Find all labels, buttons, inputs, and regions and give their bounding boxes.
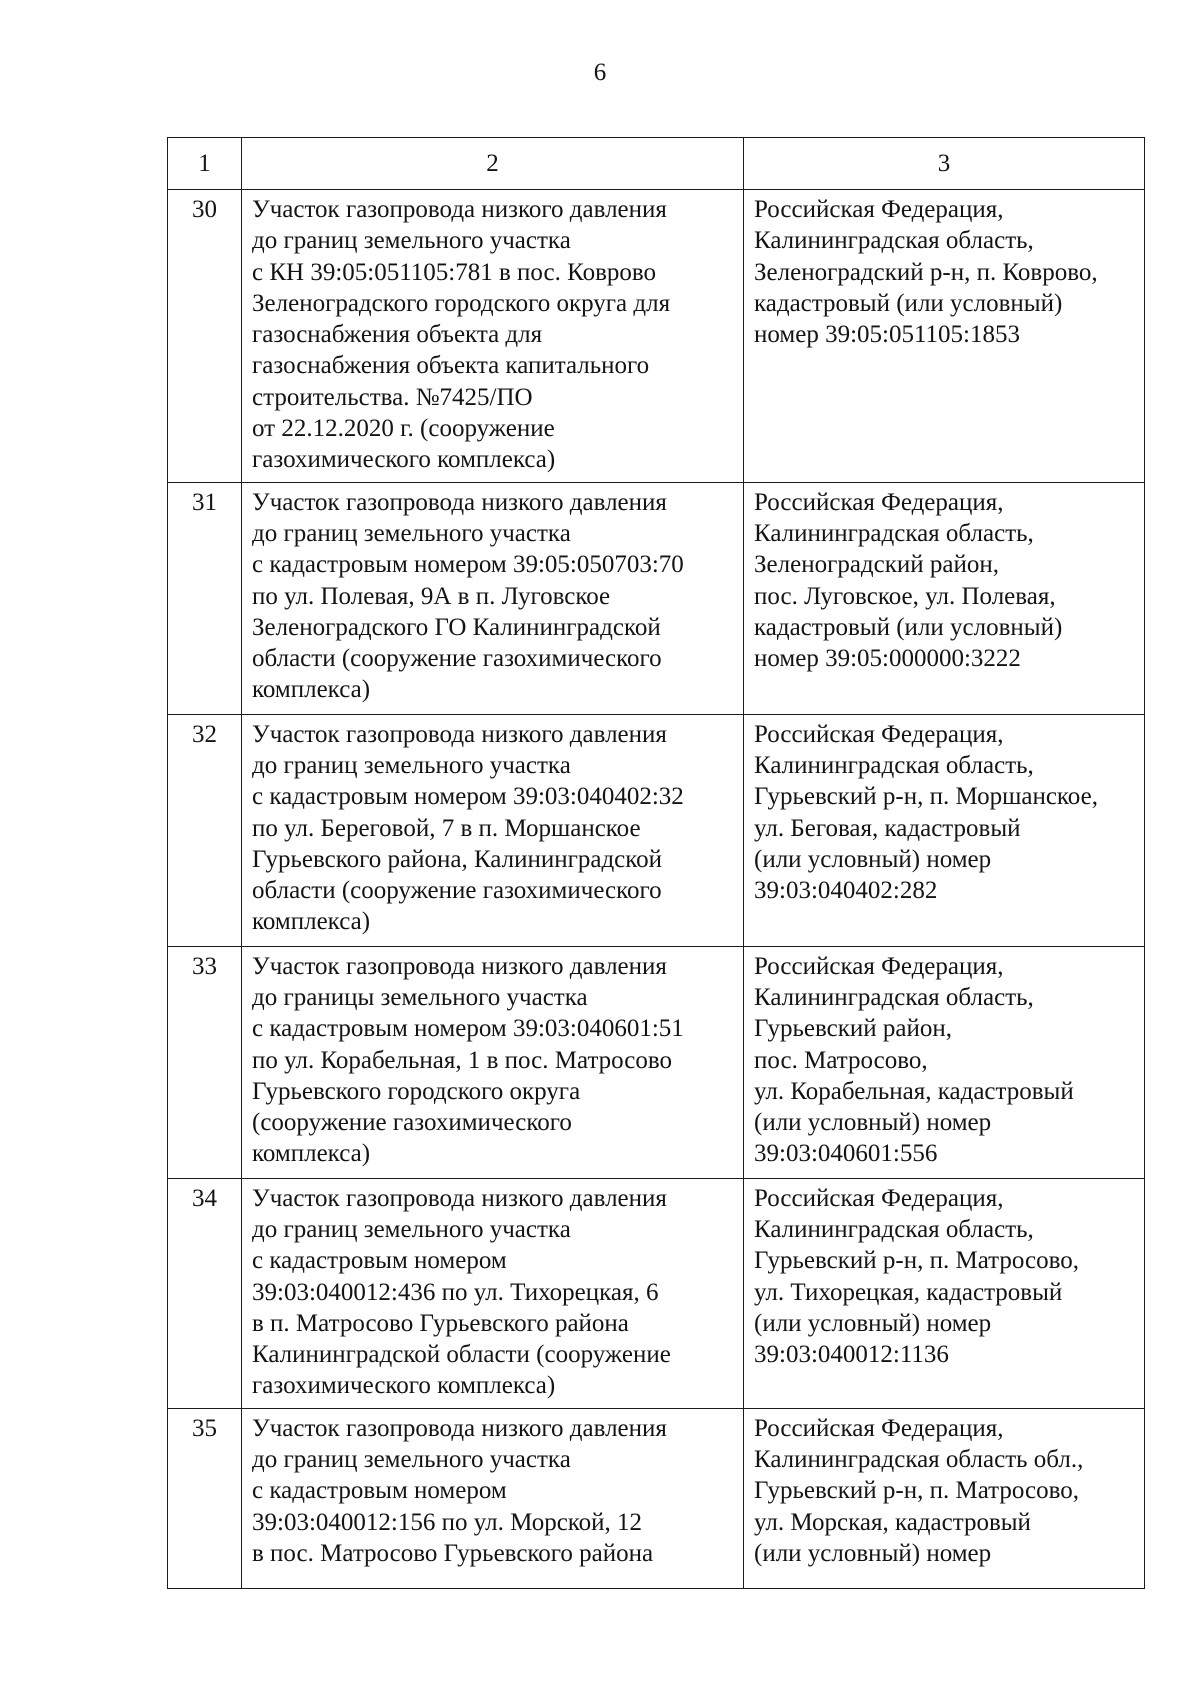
description-line: Калининградской области (сооружение — [252, 1341, 671, 1369]
address-line: Калининградская область обл., — [754, 1446, 1084, 1474]
description-line: по ул. Корабельная, 1 в пос. Матросово — [252, 1046, 673, 1074]
description-line: 39:03:040012:436 по ул. Тихорецкая, 6 — [252, 1278, 659, 1306]
address-line: (или условный) номер — [754, 845, 992, 873]
description-line: с кадастровым номером 39:03:040601:51 — [252, 1015, 684, 1043]
description-line: до границ земельного участка — [252, 1446, 571, 1474]
address-line: Калининградская область, — [754, 1215, 1034, 1243]
object-description-cell — [242, 714, 744, 946]
description-line: 39:03:040012:156 по ул. Морской, 12 — [252, 1508, 643, 1536]
description-line: Зеленоградского городского округа для — [252, 289, 671, 317]
address-line: Российская Федерация, — [754, 488, 1004, 516]
description-line: в п. Матросово Гурьевского района — [252, 1309, 629, 1337]
object-address-cell — [744, 714, 1145, 946]
description-line: области (сооружение газохимического — [252, 645, 662, 673]
row-number: 30 — [168, 190, 242, 483]
object-description-cell — [242, 482, 744, 714]
address-line: 39:03:040601:556 — [754, 1140, 938, 1168]
table-row — [168, 1408, 1145, 1588]
address-line: Российская Федерация, — [754, 720, 1004, 748]
description-line: с кадастровым номером 39:05:050703:70 — [252, 551, 684, 579]
table-row — [168, 1178, 1145, 1408]
description-line: от 22.12.2020 г. (сооружение — [252, 415, 555, 443]
address-line: 39:03:040012:1136 — [754, 1341, 949, 1369]
table-row — [168, 190, 1145, 483]
description-line: Участок газопровода низкого давления — [252, 196, 667, 223]
address-line: ул. Морская, кадастровый — [754, 1508, 1031, 1536]
description-line: (сооружение газохимического — [252, 1109, 572, 1137]
address-line: Гурьевский р-н, п. Моршанское, — [754, 783, 1098, 811]
object-address-cell — [744, 482, 1145, 714]
description-line: комплекса) — [252, 1140, 371, 1168]
column-header-3: 3 — [744, 138, 1145, 190]
description-line: в пос. Матросово Гурьевского района — [252, 1539, 654, 1567]
address-line: 39:03:040402:282 — [754, 877, 938, 905]
column-header-1: 1 — [168, 138, 242, 190]
table-row — [168, 482, 1145, 714]
description-line: области (сооружение газохимического — [252, 877, 662, 905]
object-description-cell — [242, 190, 744, 483]
registry-table — [167, 137, 1145, 1589]
description-line: с кадастровым номером 39:03:040402:32 — [252, 783, 684, 811]
page-number: 6 — [593, 59, 607, 86]
table-body — [168, 190, 1145, 1589]
description-line: Участок газопровода низкого давления — [252, 1184, 667, 1212]
address-line: (или условный) номер — [754, 1539, 992, 1567]
description-line: с кадастровым номером — [252, 1247, 507, 1275]
description-line: до границ земельного участка — [252, 519, 571, 547]
address-line: Гурьевский р-н, п. Матросово, — [754, 1477, 1079, 1505]
object-description-cell — [242, 1178, 744, 1408]
description-line: Участок газопровода низкого давления — [252, 720, 667, 748]
address-line: пос. Луговское, ул. Полевая, — [754, 582, 1056, 610]
address-line: ул. Корабельная, кадастровый — [754, 1077, 1074, 1105]
address-line: (или условный) номер — [754, 1309, 992, 1337]
address-line: Калининградская область, — [754, 227, 1034, 255]
description-line: до границ земельного участка — [252, 1215, 571, 1243]
table-row — [168, 946, 1145, 1178]
address-line: номер 39:05:051105:1853 — [754, 321, 1020, 349]
address-line: Зеленоградский р-н, п. Коврово, — [754, 258, 1098, 286]
address-line: Гурьевский р-н, п. Матросово, — [754, 1247, 1079, 1275]
object-address-cell — [744, 1408, 1145, 1588]
address-line: Российская Федерация, — [754, 196, 1004, 223]
address-line: Калининградская область, — [754, 519, 1034, 547]
object-address-cell — [744, 946, 1145, 1178]
row-number: 32 — [168, 714, 242, 946]
table-header-row — [168, 138, 1145, 190]
column-header-2: 2 — [242, 138, 744, 190]
description-line: комплекса) — [252, 908, 371, 936]
description-line: по ул. Береговой, 7 в п. Моршанское — [252, 814, 641, 842]
description-line: газоснабжения объекта капитального — [252, 352, 650, 380]
address-line: кадастровый (или условный) — [754, 613, 1063, 641]
description-line: строительства. №7425/ПО — [252, 383, 533, 411]
address-line: ул. Беговая, кадастровый — [754, 814, 1021, 842]
row-number: 35 — [168, 1408, 242, 1588]
description-line: Участок газопровода низкого давления — [252, 1414, 667, 1442]
description-line: до границ земельного участка — [252, 751, 571, 779]
address-line: кадастровый (или условный) — [754, 289, 1063, 317]
description-line: газохимического комплекса) — [252, 446, 556, 474]
description-line: Зеленоградского ГО Калининградской — [252, 613, 661, 641]
description-line: Гурьевского городского округа — [252, 1077, 581, 1105]
object-address-cell — [744, 190, 1145, 483]
address-line: Российская Федерация, — [754, 1414, 1004, 1442]
description-line: с кадастровым номером — [252, 1477, 507, 1505]
object-description-cell — [242, 1408, 744, 1588]
table-row — [168, 714, 1145, 946]
row-number: 34 — [168, 1178, 242, 1408]
address-line: Калининградская область, — [754, 751, 1034, 779]
address-line: Зеленоградский район, — [754, 551, 999, 579]
address-line: ул. Тихорецкая, кадастровый — [754, 1278, 1063, 1306]
object-description-cell — [242, 946, 744, 1178]
description-line: Участок газопровода низкого давления — [252, 488, 667, 516]
row-number: 33 — [168, 946, 242, 1178]
description-line: газохимического комплекса) — [252, 1372, 556, 1400]
address-line: пос. Матросово, — [754, 1046, 928, 1074]
address-line: номер 39:05:000000:3222 — [754, 645, 1021, 673]
address-line: Калининградская область, — [754, 983, 1034, 1011]
address-line: Гурьевский район, — [754, 1015, 953, 1043]
address-line: Российская Федерация, — [754, 1184, 1004, 1212]
description-line: до границы земельного участка — [252, 983, 588, 1011]
description-line: до границ земельного участка — [252, 227, 571, 255]
description-line: комплекса) — [252, 676, 371, 704]
description-line: по ул. Полевая, 9А в п. Луговское — [252, 582, 611, 610]
address-line: (или условный) номер — [754, 1109, 992, 1137]
row-number: 31 — [168, 482, 242, 714]
description-line: Гурьевского района, Калининградской — [252, 845, 663, 873]
description-line: Участок газопровода низкого давления — [252, 952, 667, 980]
description-line: газоснабжения объекта для — [252, 321, 543, 349]
address-line: Российская Федерация, — [754, 952, 1004, 980]
description-line: с КН 39:05:051105:781 в пос. Коврово — [252, 258, 657, 286]
object-address-cell — [744, 1178, 1145, 1408]
